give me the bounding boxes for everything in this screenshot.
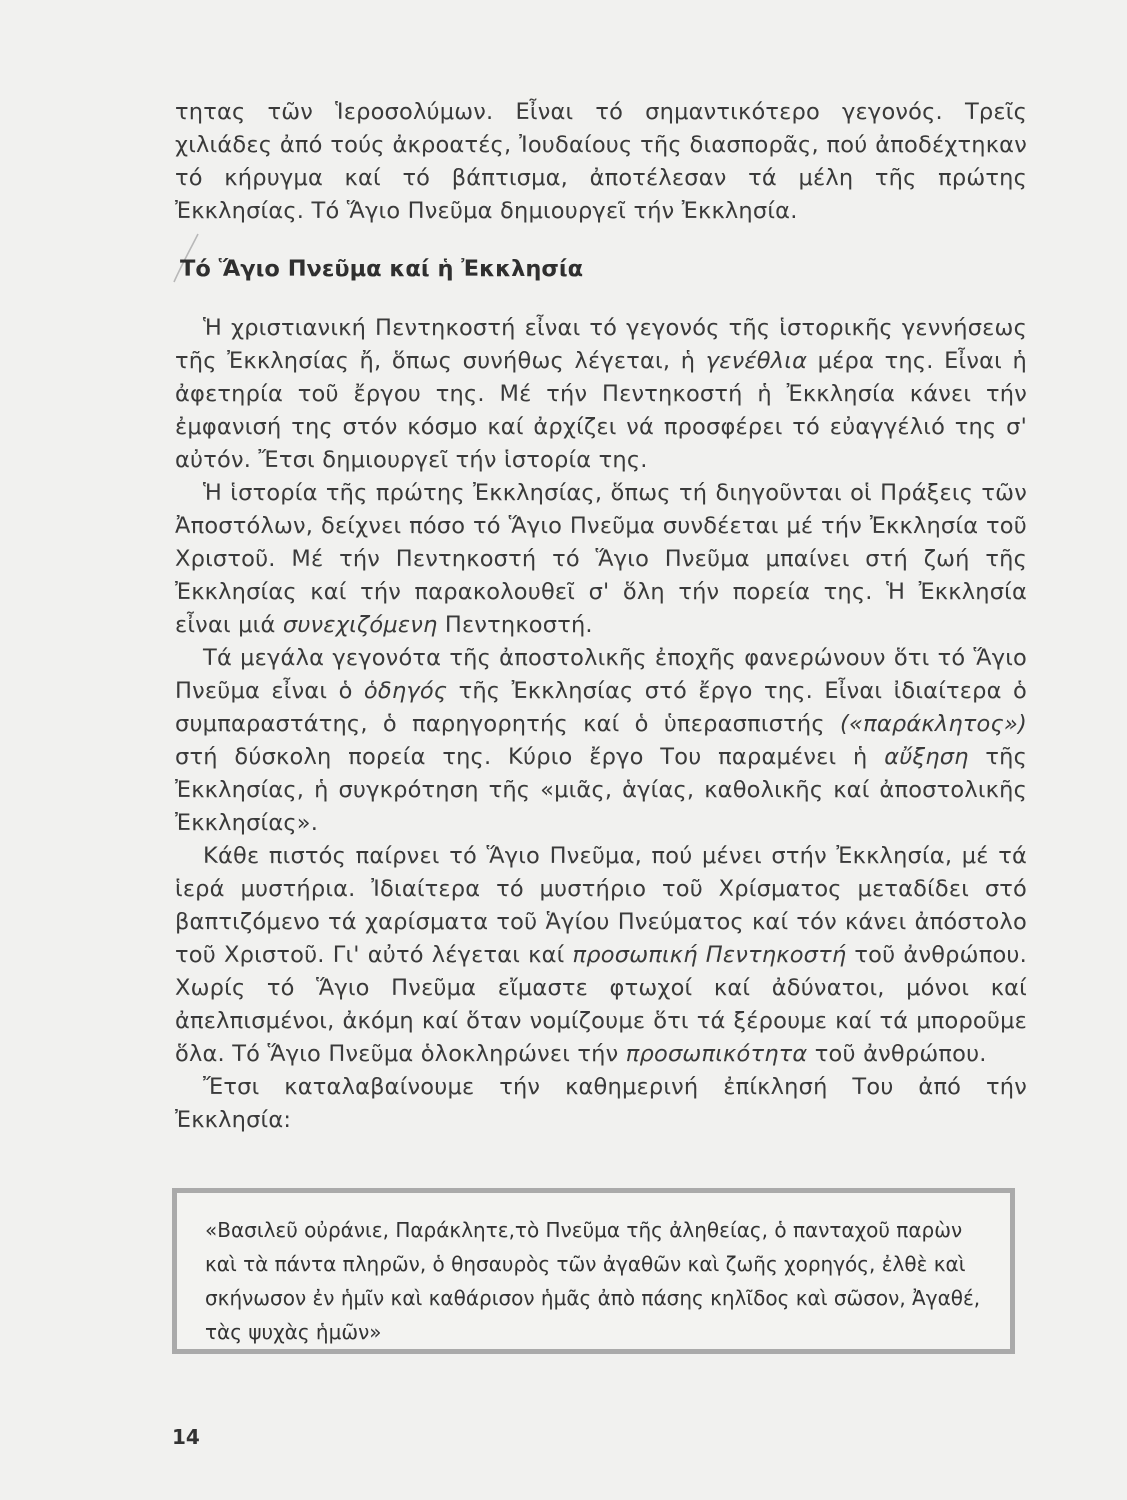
page-number: 14: [172, 1425, 200, 1449]
paragraph-apostolic-age: [175, 642, 1027, 840]
paragraph-text: τῆς Ἐκκλησίας στό ἔργο της. Εἶναι ἰδιαίτερα ὁ συμπαραστάτης, ὁ παρηγορητής καί ὁ ὑπερασπιστής: [175, 678, 1027, 737]
intro-paragraph: τητας τῶν Ἱεροσολύμων. Εἶναι τό σημαντικότερο γεγονός. Τρεῖς χιλιάδες ἀπό τούς ἀκροατές, Ἰουδαίους τῆς διασπορᾶς, πού ἀποδέχτηκαν τό κήρυγμα καί τό βάπτισμα, ἀποτέλεσαν τά μέλη τῆς πρώτης Ἐκκλησίας. Τό Ἅγιο Πνεῦμα δημιουργεῖ τήν Ἐκκλησία.: [175, 99, 1027, 224]
emphasis-text: συνεχιζόμενη: [282, 612, 438, 638]
paragraph-text: Κάθε πιστός παίρνει τό Ἅγιο Πνεῦμα, πού μένει στήν Ἐκκλησία, μέ τά ἱερά μυστήρια. Ἰδιαίτερα τό μυστήριο τοῦ Χρίσματος μεταδίδει στό βαπτιζόμενο τά χαρίσματα τοῦ Ἁγίου Πνεύματος καί τόν κάνει ἀπόστολο τοῦ Χριστοῦ. Γι' αὐτό λέγεται καί: [175, 843, 1027, 968]
paragraph-invocation-intro: Ἔτσι καταλαβαίνουμε τήν καθημερινή ἐπίκλησή Του ἀπό τήν Ἐκκλησία:: [175, 1074, 1027, 1133]
paragraph-text: τοῦ ἀνθρώπου.: [807, 1041, 987, 1067]
emphasis-text: («παράκλητος»): [840, 711, 1027, 737]
paragraph-text: Τά μεγάλα γεγονότα τῆς ἀποστολικῆς ἐποχῆς φανερώνουν ὅτι τό Ἅγιο Πνεῦμα εἶναι ὁ: [175, 645, 1027, 704]
paragraph-believer: [175, 840, 1027, 1071]
paragraph-text: τοῦ ἀνθρώπου. Χωρίς τό Ἅγιο Πνεῦμα εἴμαστε φτωχοί καί ἀδύνατοι, μόνοι καί ἀπελπισμένοι, ἀκόμη καί ὅταν νομίζουμε ὅτι τά ξέρουμε καί τά μποροῦμε ὅλα. Τό Ἅγιο Πνεῦμα ὁλοκληρώνει τήν: [175, 942, 1027, 1067]
prayer-quote-text: «Βασιλεῦ οὐράνιε, Παράκλητε,τὸ Πνεῦμα τῆς ἀληθείας, ὁ πανταχοῦ παρὼν καὶ τὰ πάντα πληρῶν, ὁ θησαυρὸς τῶν ἀγαθῶν καὶ ζωῆς χορηγός, ἐλθὲ καὶ σκήνωσον ἐν ἡμῖν καὶ καθάρισον ἡμᾶς ἀπὸ πάσης κηλῖδος καὶ σῶσον, Ἀγαθέ, τὰς ψυχὰς ἡμῶν»: [205, 1218, 981, 1344]
prayer-quote-box: [172, 1188, 1015, 1354]
emphasis-text: αὔξηση: [884, 744, 969, 770]
intro-paragraph-block: [175, 96, 1027, 228]
paragraph-text: Πεντηκοστή.: [437, 612, 593, 638]
emphasis-text: ὁδηγός: [363, 678, 448, 704]
paragraph-history: [175, 477, 1027, 642]
paragraph-text: τῆς Ἐκκλησίας, ἡ συγκρότηση τῆς «μιᾶς, ἁγίας, καθολικῆς καί ἀποστολικῆς Ἐκκλησίας».: [175, 744, 1027, 836]
emphasis-text: γενέθλια: [705, 348, 808, 374]
paragraph-text: Ἡ ἱστορία τῆς πρώτης Ἐκκλησίας, ὅπως τή διηγοῦνται οἱ Πράξεις τῶν Ἀποστόλων, δείχνει πόσο τό Ἅγιο Πνεῦμα συνδέεται μέ τήν Ἐκκλησία τοῦ Χριστοῦ. Μέ τήν Πεντηκοστή τό Ἅγιο Πνεῦμα μπαίνει στή ζωή τῆς Ἐκκλησίας καί τήν παρακολουθεῖ σ' ὅλη τήν πορεία της. Ἡ Ἐκκλησία εἶναι μιά: [175, 480, 1027, 638]
paragraph-text: μέρα της. Εἶναι ἡ ἀφετηρία τοῦ ἔργου της. Μέ τήν Πεντηκοστή ἡ Ἐκκλησία κάνει τήν ἐμφανισή της στόν κόσμο καί ἀρχίζει νά προσφέρει τό εὐαγγέλιό της σ' αὐτόν. Ἔτσι δημιουργεῖ τήν ἱστορία της.: [175, 348, 1027, 473]
emphasis-text: προσωπικότητα: [625, 1041, 808, 1067]
emphasis-text: προσωπική Πεντηκοστή: [572, 942, 847, 968]
paragraph-text: Ἡ χριστιανική Πεντηκοστή εἶναι τό γεγονός τῆς ἱστορικῆς γεννήσεως τῆς Ἐκκλησίας ἤ, ὅπως συνήθως λέγεται, ἡ: [175, 315, 1027, 374]
paragraph-text: στή δύσκολη πορεία της. Κύριο ἔργο Του παραμένει ἡ: [175, 744, 885, 770]
main-text-block: [175, 312, 1027, 1137]
section-heading: Τό Ἅγιο Πνεῦμα καί ἡ Ἐκκλησία: [180, 256, 584, 282]
paragraph-pentecost: [175, 312, 1027, 477]
